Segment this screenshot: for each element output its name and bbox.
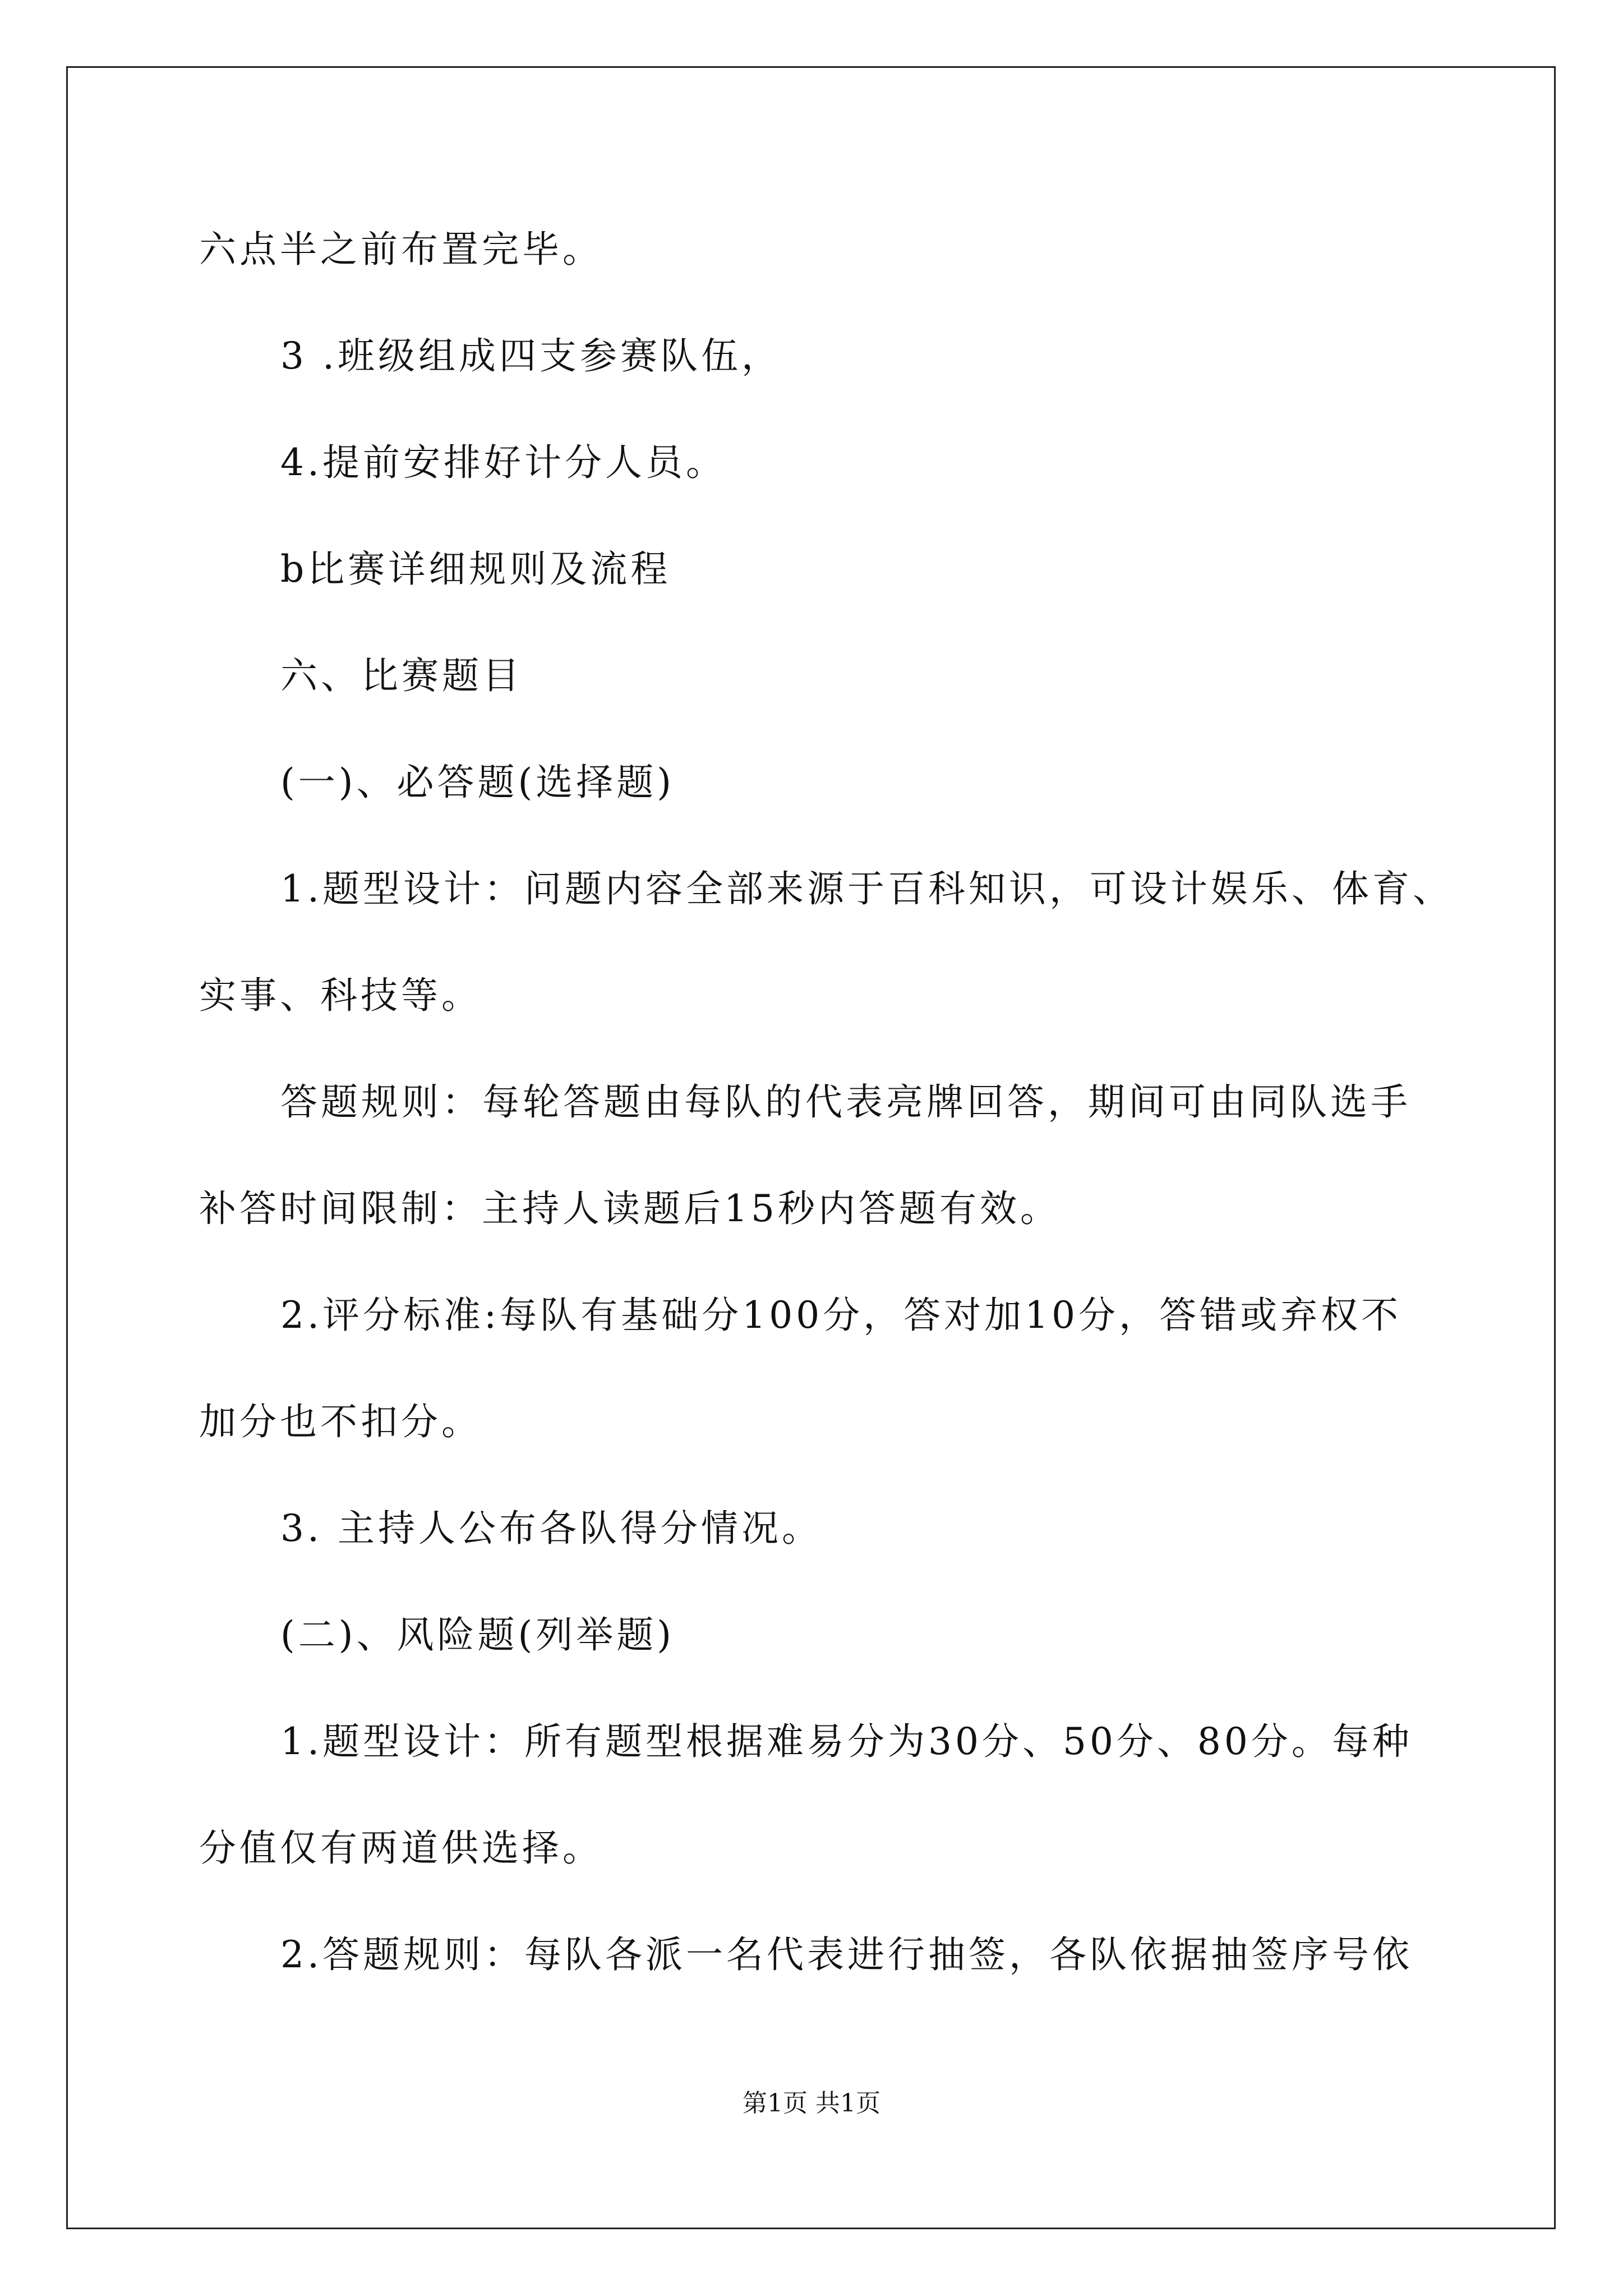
text-line: 答题规则：每轮答题由每队的代表亮牌回答，期间可由同队选手 — [280, 1080, 1411, 1124]
text-line: 2.评分标准:每队有基础分100分，答对加10分，答错或弃权不 — [280, 1294, 1402, 1337]
text-line: 1.题型设计：所有题型根据难易分为30分、50分、80分。每种 — [280, 1720, 1413, 1763]
text-line: 加分也不扣分。 — [199, 1400, 482, 1443]
text-line: 实事、科技等。 — [199, 974, 482, 1017]
text-line: 1.题型设计：问题内容全部来源于百科知识，可设计娱乐、体育、 — [280, 867, 1453, 910]
page-border — [66, 66, 1556, 2229]
text-line: 分值仅有两道供选择。 — [199, 1826, 603, 1870]
section-heading: 六、比赛题目 — [280, 654, 523, 697]
subsection-heading: (一)、必答题(选择题) — [280, 761, 675, 804]
text-line: 3 .班级组成四支参赛队伍， — [280, 334, 782, 378]
text-line: b比赛详细规则及流程 — [280, 547, 671, 591]
page-footer: 第1页 共1页 — [743, 2089, 880, 2118]
text-line: 六点半之前布置完毕。 — [199, 228, 603, 271]
text-line: 2.答题规则：每队各派一名代表进行抽签，各队依据抽签序号依 — [280, 1933, 1413, 1976]
text-line: 3. 主持人公布各队得分情况。 — [280, 1507, 822, 1550]
text-line: 补答时间限制：主持人读题后15秒内答题有效。 — [199, 1187, 1061, 1230]
subsection-heading: (二)、风险题(列举题) — [280, 1613, 675, 1657]
text-line: 4.提前安排好计分人员。 — [280, 441, 726, 484]
